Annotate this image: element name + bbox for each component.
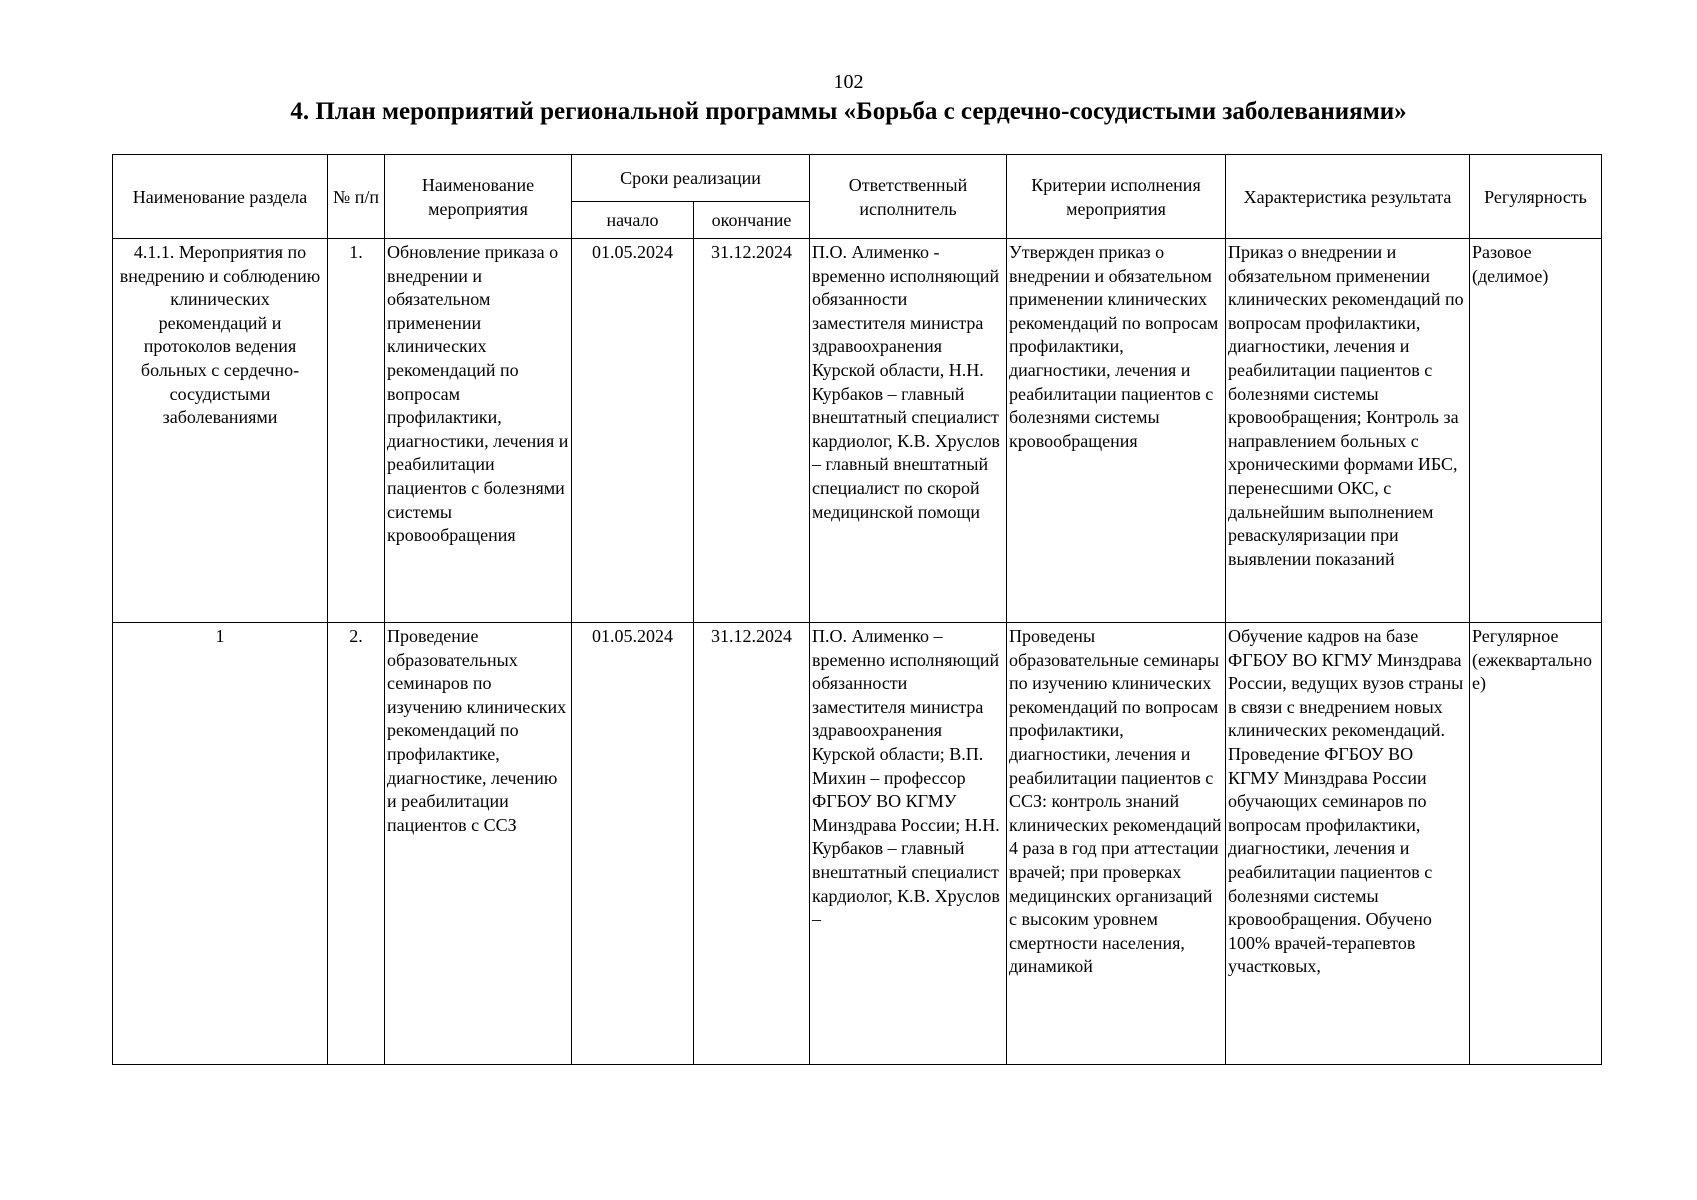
page-title: 4. План мероприятий региональной программы «Борьба с сердечно-сосудистыми заболеваниями» [290, 98, 1407, 125]
row-end: 31.12.2024 [694, 623, 810, 1065]
row-activity: Обновление приказа о внедрении и обязательном применении клинических рекомендаций по вопросам профилактики, диагностики, лечения и реабилитации пациентов с болезнями системы кровообращения [385, 239, 572, 623]
header-section: Наименование раздела [113, 155, 328, 239]
row-section: 1 [113, 623, 328, 1065]
header-number: № п/п [328, 155, 385, 239]
row-number: 2. [328, 623, 385, 1065]
table-row [113, 623, 1602, 1065]
row-start: 01.05.2024 [572, 623, 694, 1065]
header-activity: Наименование мероприятия [385, 155, 572, 239]
header-end: окончание [694, 202, 810, 239]
header-result: Характеристика результата [1226, 155, 1470, 239]
row-regularity: Регулярное (ежеквартальное) [1470, 623, 1602, 1065]
row-responsible: П.О. Алименко - временно исполняющий обязанности заместителя министра здравоохранения Курской области, Н.Н. Курбаков – главный внештатный специалист кардиолог, К.В. Хруслов – главный внештатный специалист по скорой медицинской помощи [810, 239, 1007, 623]
row-activity: Проведение образовательных семинаров по изучению клинических рекомендаций по профилактике, диагностике, лечению и реабилитации пациентов с ССЗ [385, 623, 572, 1065]
row-criteria: Утвержден приказ о внедрении и обязательном применении клинических рекомендаций по вопросам профилактики, диагностики, лечения и реабилитации пациентов с болезнями системы кровообращения [1007, 239, 1226, 623]
header-responsible: Ответственный исполнитель [810, 155, 1007, 239]
header-timing: Сроки реализации [572, 155, 810, 202]
header-criteria: Критерии исполнения мероприятия [1007, 155, 1226, 239]
header-start: начало [572, 202, 694, 239]
row-section: 4.1.1. Мероприятия по внедрению и соблюдению клинических рекомендаций и протоколов ведения больных с сердечно-сосудистыми заболеваниями [113, 239, 328, 623]
row-responsible: П.О. Алименко – временно исполняющий обязанности заместителя министра здравоохранения Курской области; В.П. Михин – профессор ФГБОУ ВО КГМУ Минздрава России; Н.Н. Курбаков – главный внештатный специалист кардиолог, К.В. Хруслов – [810, 623, 1007, 1065]
row-result: Обучение кадров на базе ФГБОУ ВО КГМУ Минздрава России, ведущих вузов страны в связи с внедрением новых клинических рекомендаций. Проведение ФГБОУ ВО КГМУ Минздрава России обучающих семинаров по вопросам профилактики, диагностики, лечения и реабилитации пациентов с болезнями системы кровообращения. Обучено 100% врачей-терапевтов участковых, [1226, 623, 1470, 1065]
row-regularity: Разовое (делимое) [1470, 239, 1602, 623]
table-row [113, 239, 1602, 623]
row-result: Приказ о внедрении и обязательном применении клинических рекомендаций по вопросам профилактики, диагностики, лечения и реабилитации пациентов с болезнями системы кровообращения; Контроль за направлением больных с хроническими формами ИБС, перенесшими ОКС, с дальнейшим выполнением реваскуляризации при выявлении показаний [1226, 239, 1470, 623]
row-start: 01.05.2024 [572, 239, 694, 623]
row-number: 1. [328, 239, 385, 623]
row-end: 31.12.2024 [694, 239, 810, 623]
table-header [113, 155, 1602, 239]
page-number: 102 [833, 71, 864, 93]
header-regularity: Регулярность [1470, 155, 1602, 239]
plan-table [112, 154, 1602, 1065]
row-criteria: Проведены образовательные семинары по изучению клинических рекомендаций по вопросам профилактики, диагностики, лечения и реабилитации пациентов с ССЗ: контроль знаний клинических рекомендаций 4 раза в год при аттестации врачей; при проверках медицинских организаций с высоким уровнем смертности населения, динамикой [1007, 623, 1226, 1065]
